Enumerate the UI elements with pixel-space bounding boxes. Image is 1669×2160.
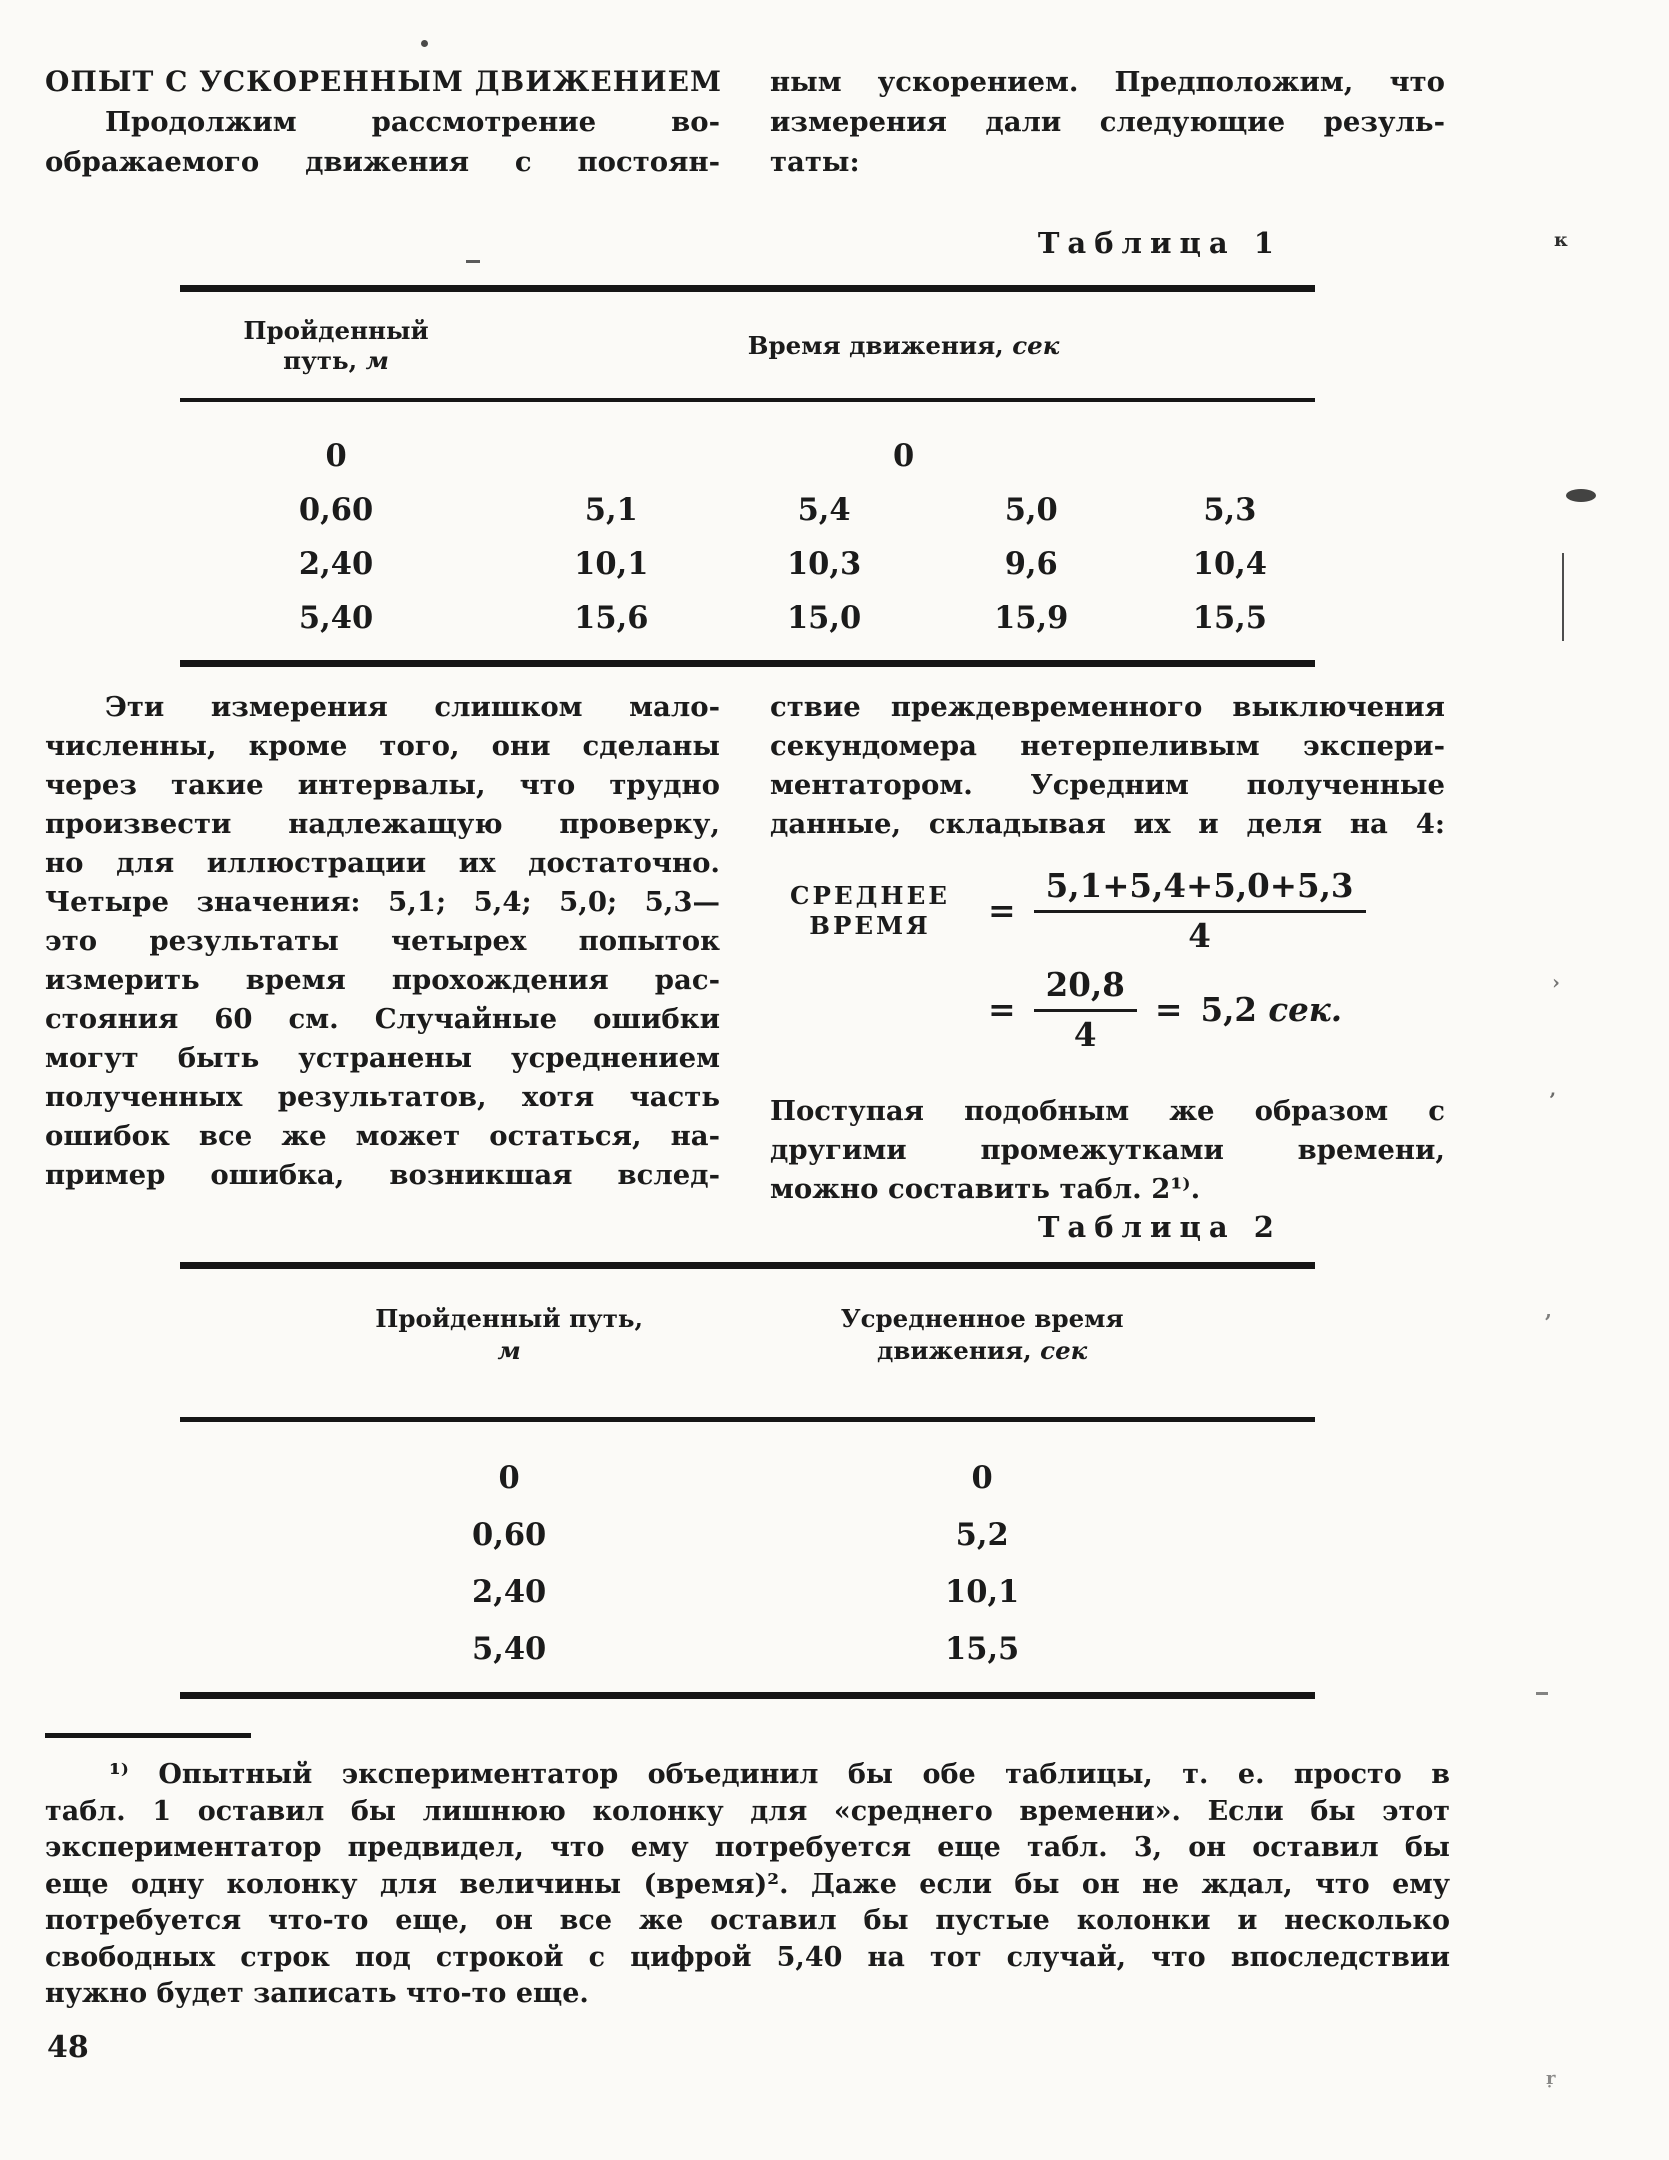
page-number: 48 [47,2030,89,2065]
text-line: ным ускорением. Предположим, что [770,66,1445,98]
body-right-column [770,688,1445,1209]
text-line: численны, кроме того, они сделаны [45,730,720,762]
table-row [180,591,1315,664]
unit-label: м [497,1336,521,1365]
table-cell: 9,6 [1004,546,1058,582]
scan-artifact [421,40,428,47]
footnote [45,1757,1450,2013]
formula-row-1 [770,866,1445,955]
text-line: можно составить табл. 2¹⁾. [770,1173,1201,1205]
text-line: могут быть устранены усреднением [45,1042,720,1074]
table-row [180,483,1315,537]
table-cell: 2,40 [298,546,374,582]
denominator: 4 [1073,1015,1097,1054]
footnote-rule [45,1733,251,1738]
equals-sign: = [988,891,1016,930]
table1-header-row [180,289,1315,401]
text-line: ствие преждевременного выключения [770,691,1445,723]
formula-label: СРЕДНЕЕ ВРЕМЯ [790,880,950,940]
text-line: полученных результатов, хотя часть [45,1081,720,1113]
intro-right-column [770,62,1445,182]
footnote-line: потребуется что-то еще, он все же оставил бы пустые колонки и несколько [45,1905,1450,1936]
footnote-line: табл. 1 оставил бы лишнюю колонку для «среднего времени». Если бы этот [45,1795,1450,1827]
unit-label: сек. [1268,990,1343,1029]
footnote-line: нужно будет записать что-то еще. [45,1978,589,2009]
table-cell: 5,0 [1004,492,1058,528]
table-row [180,400,1315,483]
table2-caption: Таблица 2 [1037,1210,1282,1244]
text-line: это результаты четырех попыток [45,925,720,957]
header-line: Усредненное время [840,1304,1124,1333]
table-row [180,1506,1315,1563]
denominator: 4 [1188,916,1211,955]
table1-caption: Таблица 1 [1037,226,1282,260]
scan-artifact: к [1554,229,1568,251]
table-cell: 15,5 [945,1630,1020,1667]
equals-sign: = [988,990,1016,1029]
scan-artifact [1566,489,1596,502]
formula-result: 5,2 сек. [1200,990,1343,1029]
table-cell: 0,60 [472,1516,547,1553]
body-right-paragraph-2 [770,1092,1445,1209]
text-line: Продолжим рассмотрение во- [105,106,720,138]
body-section [45,688,1445,1209]
text-line: но для иллюстрации их достаточно. [45,847,720,879]
header-line: путь, м [283,346,389,375]
table-cell: 10,1 [574,546,649,582]
intro-left-paragraph [45,102,720,182]
footnote-line: свободных строк под строкой с цифрой 5,40 на тот случай, что впоследствии [45,1941,1450,1973]
table1-header-time: Время движения, сек [492,289,1315,401]
table-cell: 15,6 [574,600,649,636]
table2 [180,1262,1315,1699]
text-line: измерения дали следующие резуль- [770,106,1445,138]
formula-row-2 [988,965,1445,1054]
table-cell: 5,40 [472,1630,547,1667]
intro-section [45,62,1445,182]
table-cell: 0,60 [298,492,374,528]
header-line: движения, сек [877,1336,1088,1365]
scan-artifact [1536,1692,1548,1695]
scan-artifact: ṛ [1546,2068,1556,2089]
header-line: Пройденный [243,316,429,345]
table-cell: 10,4 [1192,546,1268,582]
table-cell: 5,1 [584,492,638,528]
scan-artifact [1562,553,1564,641]
table-cell: 0 [892,438,915,474]
body-left-column [45,688,720,1209]
table-row [180,537,1315,591]
fraction-2 [1034,965,1137,1054]
text-line: ментатором. Усредним полученные [770,769,1445,801]
intro-left-column [45,62,723,182]
body-left-paragraph [45,688,720,1195]
footnote-line: экспериментатор предвидел, что ему потребуется еще табл. 3, он оставил бы [45,1832,1450,1863]
table2-header-row [180,1266,1315,1420]
text-line: измерить время прохождения рас- [45,964,720,996]
numerator: 5,1+5,4+5,0+5,3 [1034,866,1366,913]
table-row [180,1620,1315,1696]
table-cell: 10,1 [945,1573,1020,1610]
header-line [181,1335,837,1367]
table-cell: 0 [325,438,347,474]
table-cell: 15,9 [994,600,1069,636]
unit-label: сек [1040,1336,1088,1365]
scan-artifact: › [1552,970,1560,994]
text-line: произвести надлежащую проверку, [45,808,720,840]
table-row [180,1563,1315,1620]
body-right-paragraph-1 [770,688,1445,844]
scan-artifact: ’ [1549,1088,1556,1112]
numerator: 20,8 [1034,965,1137,1012]
table-cell: 5,3 [1203,492,1257,528]
table-cell: 15,0 [786,600,862,636]
table-cell: 2,40 [472,1573,547,1610]
section-heading: ОПЫТ С УСКОРЕННЫМ ДВИЖЕНИЕМ [45,65,723,98]
intro-right-paragraph [770,62,1445,182]
table-cell: 0 [498,1459,520,1496]
table2-header-time [838,1266,1315,1420]
text-line: Поступая подобным же образом с [770,1095,1445,1127]
text-line: Эти измерения слишком мало- [105,691,720,723]
table1-header-path [180,289,492,401]
text-line: таты: [770,146,860,178]
average-time-formula [770,866,1445,1054]
table-cell: 10,3 [786,546,862,582]
table-cell: 15,5 [1192,600,1268,636]
header-line: Пройденный путь, [375,1304,644,1333]
text-line: пример ошибка, возникшая вслед- [45,1159,720,1191]
text-line: стояния 60 см. Случайные ошибки [45,1003,720,1035]
text-line: ошибок все же может остаться, на- [45,1120,720,1152]
table1 [180,285,1315,667]
table2-header-path [180,1266,838,1420]
footnote-line: ¹⁾ Опытный экспериментатор объединил бы обе таблицы, т. е. просто в [109,1759,1450,1790]
equals-sign: = [1154,990,1183,1029]
scan-artifact: , [1545,1298,1552,1322]
text-line: другими промежутками времени, [770,1134,1445,1166]
text-line: ображаемого движения с постоян- [45,146,720,178]
text-line: Четыре значения: 5,1; 5,4; 5,0; 5,3— [45,886,720,918]
table-cell: 5,2 [955,1516,1009,1553]
text-line: через такие интервалы, что трудно [45,769,720,801]
text-line: данные, складывая их и деля на 4: [770,808,1445,840]
table-cell: 5,40 [298,600,374,636]
table-cell: 0 [971,1459,993,1496]
footnote-line: еще одну колонку для величины (время)². Даже если бы он не ждал, что ему [45,1868,1450,1900]
unit-label: м [365,346,389,375]
table-row [180,1420,1315,1507]
unit-label: сек [1012,331,1060,360]
scan-artifact [466,260,480,263]
table-cell: 5,4 [797,492,851,528]
text-line: секундомера нетерпеливым экспери- [770,730,1445,762]
fraction-1 [1034,866,1366,955]
